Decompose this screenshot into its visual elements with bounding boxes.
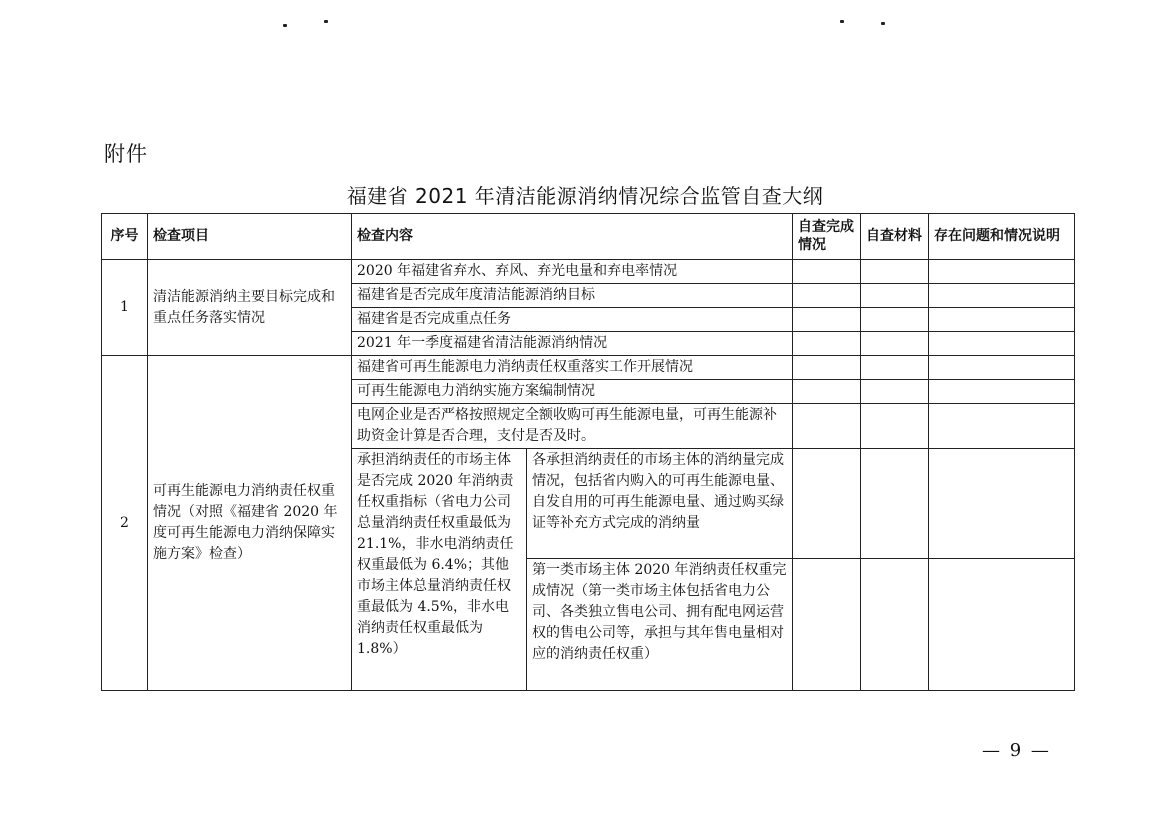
self-material-cell <box>861 332 929 356</box>
self-material-cell <box>861 559 929 691</box>
section2-seq: 2 <box>102 356 148 691</box>
issues-cell <box>929 308 1075 332</box>
section2-item: 可再生能源电力消纳责任权重情况（对照《福建省 2020 年度可再生能源电力消纳保障实施方案》检查） <box>148 356 352 691</box>
self-status-cell <box>793 449 861 559</box>
self-material-cell <box>861 308 929 332</box>
issues-cell <box>929 559 1075 691</box>
issues-cell <box>929 332 1075 356</box>
section2-sub-item-2: 第一类市场主体 2020 年消纳责任权重完成情况（第一类市场主体包括省电力公司、各类独立售电公司、拥有配电网运营权的售电公司等，承担与其年售电量相对应的消纳责任权重） <box>527 559 793 691</box>
issues-cell <box>929 260 1075 284</box>
section2-content-1: 福建省可再生能源电力消纳责任权重落实工作开展情况 <box>352 356 793 380</box>
section1-seq: 1 <box>102 260 148 356</box>
self-status-cell <box>793 380 861 404</box>
issues-cell <box>929 449 1075 559</box>
section2-sub-label: 承担消纳责任的市场主体是否完成 2020 年消纳责任权重指标（省电力公司总量消纳责任权重最低为 21.1%，非水电消纳责任权重最低为 6.4%；其他市场主体总量消纳责任权重最低为 4.5%，非水电消纳责任权重最低为 1.8%） <box>352 449 527 691</box>
self-status-cell <box>793 260 861 284</box>
issues-cell <box>929 380 1075 404</box>
self-material-cell <box>861 449 929 559</box>
table-header-row <box>102 214 1075 260</box>
self-status-cell <box>793 356 861 380</box>
attachment-label: 附件 <box>104 142 148 166</box>
header-issues: 存在问题和情况说明 <box>929 214 1075 260</box>
issues-cell <box>929 356 1075 380</box>
self-status-cell <box>793 559 861 691</box>
table-row <box>102 356 1075 380</box>
scan-mark <box>840 20 844 23</box>
self-material-cell <box>861 356 929 380</box>
header-seq: 序号 <box>102 214 148 260</box>
self-status-cell <box>793 308 861 332</box>
issues-cell <box>929 284 1075 308</box>
self-status-cell <box>793 284 861 308</box>
self-material-cell <box>861 284 929 308</box>
self-material-cell <box>861 404 929 449</box>
section2-sub-item-1: 各承担消纳责任的市场主体的消纳量完成情况，包括省内购入的可再生能源电量、自发自用的可再生能源电量、通过购买绿证等补充方式完成的消纳量 <box>527 449 793 559</box>
section1-item: 清洁能源消纳主要目标完成和重点任务落实情况 <box>148 260 352 356</box>
self-material-cell <box>861 260 929 284</box>
self-status-cell <box>793 332 861 356</box>
section1-content-1: 2020 年福建省弃水、弃风、弃光电量和弃电率情况 <box>352 260 793 284</box>
section1-content-4: 2021 年一季度福建省清洁能源消纳情况 <box>352 332 793 356</box>
section1-content-3: 福建省是否完成重点任务 <box>352 308 793 332</box>
section2-content-3: 电网企业是否严格按照规定全额收购可再生能源电量，可再生能源补助资金计算是否合理，支付是否及时。 <box>352 404 793 449</box>
section2-content-2: 可再生能源电力消纳实施方案编制情况 <box>352 380 793 404</box>
section1-content-2: 福建省是否完成年度清洁能源消纳目标 <box>352 284 793 308</box>
scan-mark <box>283 24 287 27</box>
document-title: 福建省 2021 年清洁能源消纳情况综合监管自查大纲 <box>346 184 824 208</box>
table-row <box>102 260 1075 284</box>
scan-mark <box>881 22 885 25</box>
header-item: 检查项目 <box>148 214 352 260</box>
scan-mark <box>324 20 328 23</box>
self-material-cell <box>861 380 929 404</box>
header-self-material: 自查材料 <box>861 214 929 260</box>
header-self-status: 自查完成情况 <box>793 214 861 260</box>
header-content: 检查内容 <box>352 214 793 260</box>
page-number: — 9 — <box>982 740 1051 761</box>
inspection-outline-table <box>101 213 1075 691</box>
issues-cell <box>929 404 1075 449</box>
self-status-cell <box>793 404 861 449</box>
